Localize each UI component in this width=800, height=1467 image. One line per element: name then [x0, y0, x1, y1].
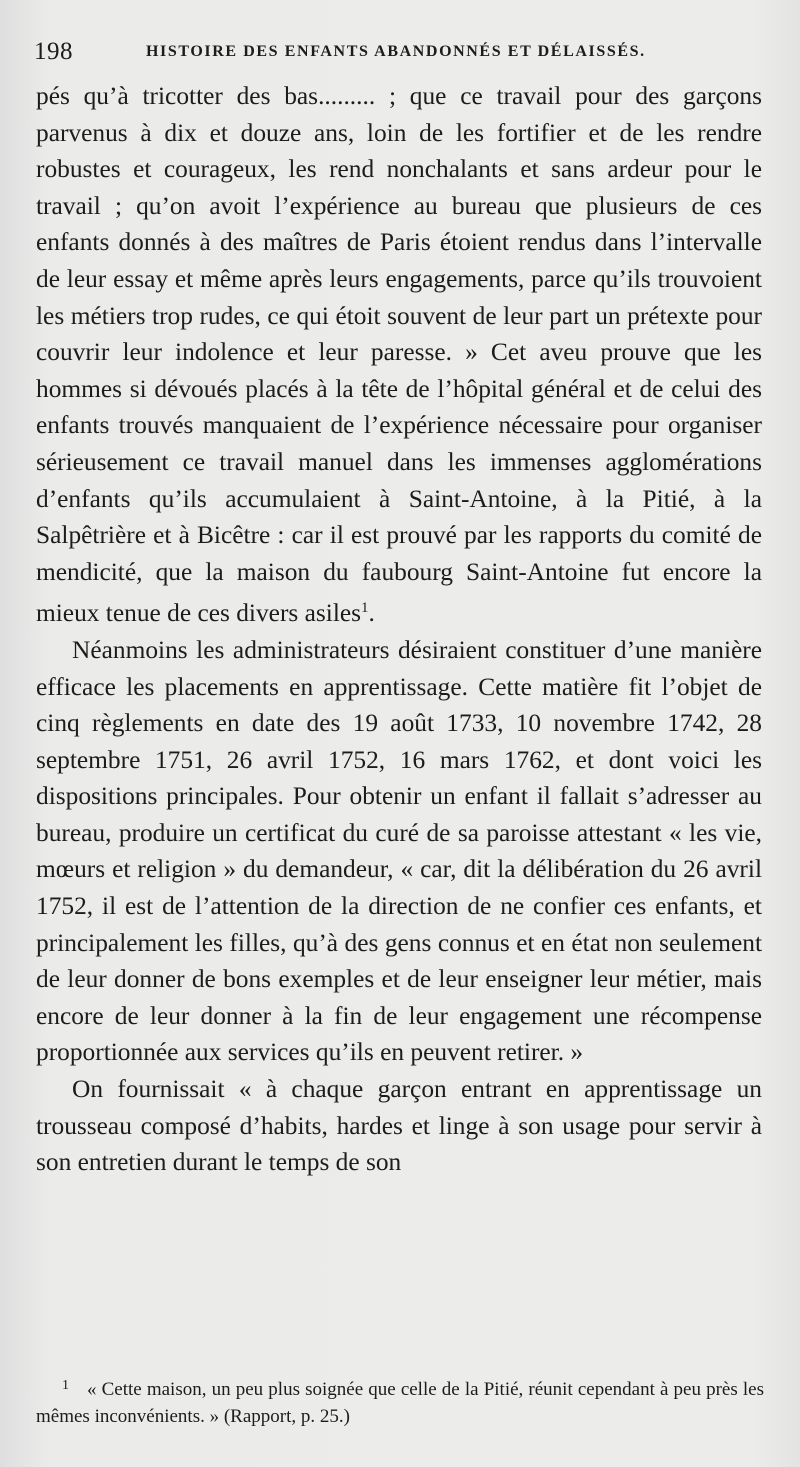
footnote-reference: 1: [361, 600, 369, 617]
paragraph-1-end: .: [368, 599, 375, 628]
page-header: [34, 34, 764, 70]
body-text: [36, 78, 762, 1181]
paragraph-2: Néanmoins les administrateurs désiraient constituer d’une manière efficace les placements en apprentissage. Cette matière fit l’objet de cinq règlements en date des 19 août 1733, 10 novembre 1742, 28 septembre 1751, 26 avril 1752, 16 mars 1762, et dont voici les dispositions principales. Pour obtenir un enfant il fallait s’adresser au bureau, produire un certificat du curé de sa paroisse attestant « les vie, mœurs et religion » du demandeur, « car, dit la délibération du 26 avril 1752, il est de l’attention de la direction de ne confier ces enfants, et principalement les filles, qu’à des gens connus et en état non seulement de leur donner de bons exemples et de leur enseigner leur métier, mais encore de leur donner à la fin de leur engagement une récompense proportionnée aux services qu’ils en peuvent retirer. »: [36, 635, 762, 1067]
paragraph-1: [36, 78, 762, 632]
footnote: [36, 1372, 764, 1430]
footnote-mark: 1: [62, 1378, 69, 1393]
paragraph-1-text: pés qu’à tricotter des bas......... ; que ce travail pour des garçons parvenus à dix et douze ans, loin de les fortifier et de les rendre robustes et courageux, les rend nonchalants et sans ardeur pour le travail ; qu’on avoit l’expérience au bureau que plusieurs de ces enfants donnés à des maîtres de Paris étoient rendus dans l’intervalle de leur essay et même après leurs engagements, parce qu’ils trouvoient les métiers trop rudes, ce qui étoit souvent de leur part un prétexte pour couvrir leur indolence et leur paresse. » Cet aveu prouve que les hommes si dévoués placés à la tête de l’hôpital général et de celui des enfants trouvés manquaient de l’expérience nécessaire pour organiser sérieusement ce travail manuel dans les immenses agglomérations d’enfants qu’ils accumulaient à Saint-Antoine, à la Pitié, à la Salpêtrière et à Bicêtre : car il est prouvé par les rapports du comité de mendicité, que la maison du faubourg Saint-Antoine fut encore la mieux tenue de ces divers asiles: [36, 82, 762, 628]
running-title: HISTOIRE DES ENFANTS ABANDONNÉS ET DÉLAISSÉS.: [146, 43, 646, 60]
page-number: 198: [34, 38, 73, 65]
paragraph-3: On fournissait « à chaque garçon entrant en apprentissage un trousseau composé d’habits, hardes et linge à son usage pour servir à son entretien durant le temps de son: [36, 1075, 762, 1177]
footnote-text: « Cette maison, un peu plus soignée que celle de la Pitié, réunit cependant à peu près les mêmes inconvénients. » (Rapport, p. 25.): [36, 1379, 764, 1427]
